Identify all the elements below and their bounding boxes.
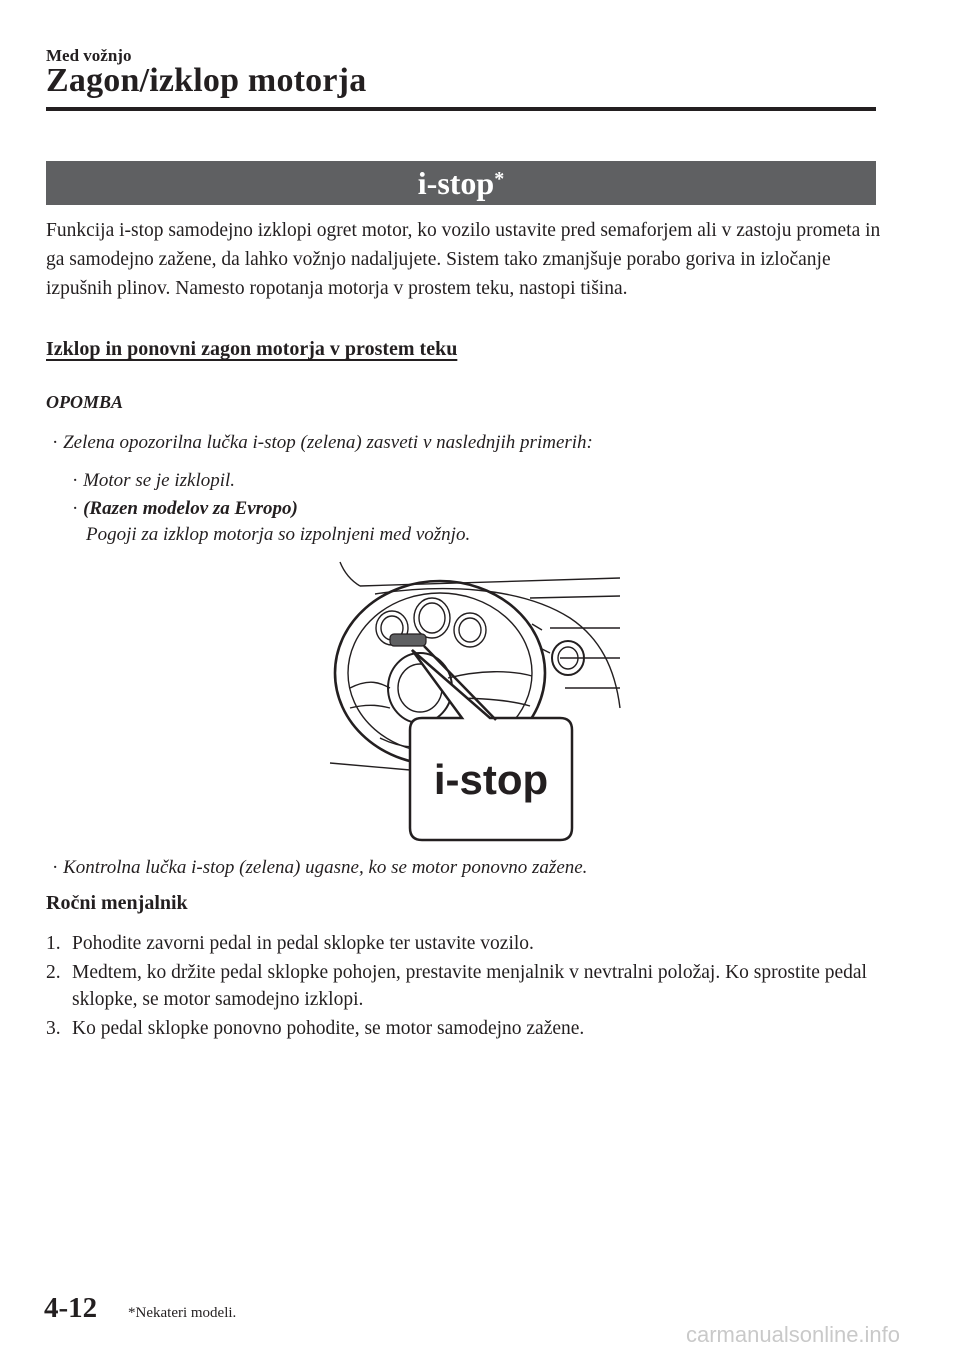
note-sub-bullet-2-text: Pogoji za izklop motorja so izpolnjeni med vožnjo.	[86, 524, 471, 545]
note-sub-bullet-1	[72, 467, 872, 495]
note-bullet-2-text: Kontrolna lučka i-stop (zelena) ugasne, ko se motor ponovno zažene.	[63, 857, 588, 878]
note-bullet-1	[52, 429, 892, 457]
step-item	[46, 1015, 896, 1042]
bullet-dot: ·	[52, 432, 64, 453]
chapter-title: Zagon/izklop motorja	[46, 62, 367, 99]
page-number: 4-12	[44, 1292, 98, 1324]
watermark: carmanualsonline.info	[686, 1322, 901, 1347]
step-text: Ko pedal sklopke ponovno pohodite, se motor samodejno zažene.	[72, 1018, 585, 1039]
note-bullet-1-text: Zelena opozorilna lučka i-stop (zelena) zasveti v naslednjih primerih:	[63, 432, 593, 453]
footnote: *Nekateri modeli.	[128, 1305, 237, 1321]
intro-paragraph: Funkcija i-stop samodejno izklopi ogret motor, ko vozilo ustavite pred semaforjem ali v zastoju prometa in ga samodejno zažene, da lahko vožnjo nadaljujete. Sistem tako zmanjšuje porabo goriva in izločanje izpušnih plinov. Namesto ropotanja motorja v prostem teku, nastopi tišina.	[46, 220, 881, 299]
steps-list	[46, 930, 896, 1044]
subheading: Izklop in ponovni zagon motorja v prostem teku	[46, 338, 458, 360]
step-text: Pohodite zavorni pedal in pedal sklopke ter ustavite vozilo.	[72, 933, 534, 954]
banner-footnote-mark: *	[494, 168, 505, 190]
istop-indicator-lamp	[390, 634, 426, 646]
bullet-dot: ·	[72, 470, 84, 491]
manual-transmission-heading: Ročni menjalnik	[46, 892, 188, 914]
note-label: OPOMBA	[46, 392, 124, 412]
note-sub-bullet-1-text: Motor se je izklopil.	[83, 470, 236, 491]
callout-bubble	[410, 650, 572, 840]
step-number: 2.	[46, 962, 61, 983]
note-sub-bullet-2-bold: (Razen modelov za Evropo)	[83, 498, 298, 519]
step-number: 3.	[46, 1018, 61, 1039]
section-banner	[46, 161, 876, 205]
note-bullet-2	[52, 854, 892, 882]
step-number: 1.	[46, 933, 61, 954]
note-sub-bullet-2	[72, 495, 872, 523]
banner-title: i-stop	[417, 165, 495, 201]
step-text: Medtem, ko držite pedal sklopke pohojen, prestavite menjalnik v nevtralni položaj. Ko sprostite pedal sklopke, se motor samodejno izklopi.	[72, 962, 867, 1010]
callout-label: i-stop	[433, 756, 549, 803]
step-item	[46, 959, 896, 1013]
dashboard-illustration	[320, 558, 630, 848]
bullet-dot: ·	[52, 857, 64, 878]
step-item	[46, 930, 896, 957]
header-rule	[46, 107, 876, 111]
section-label: Med vožnjo	[46, 46, 132, 65]
bullet-dot: ·	[72, 498, 84, 519]
